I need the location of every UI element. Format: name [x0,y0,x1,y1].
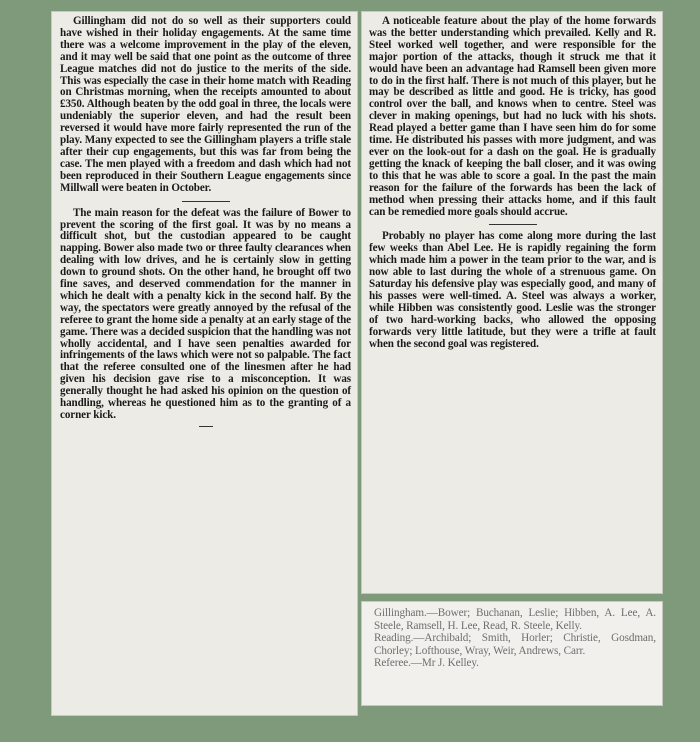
lineup-referee: Referee.—Mr J. Kelley. [374,657,479,670]
team-lineup-clipping [361,601,663,706]
lineup-reading: Reading.—Archibald; Smith, Horler; Christie, Gosdman, Chorley; Lofthouse, Wray, Weir, Andrews, Carr. [374,632,656,657]
article-column-right [361,11,663,594]
section-divider [489,224,537,225]
article-paragraph: Probably no player has come along more during the last few weeks than Abel Lee. He is rapidly regaining the form which made him a power in the team prior to the war, and is now able to last during the whole of a strenuous game. On Saturday his defensive play was especially good, and many of his passes were well-timed. A. Steel was always a worker, while Hibben was consistently good. Leslie was the stronger of two hard-working backs, who allowed the opposing forwards very little latitude, but they were a trifle at fault when the second goal was registered. [369,230,656,350]
article-paragraph: The main reason for the defeat was the failure of Bower to prevent the scoring of the first goal. It was by no means a difficult shot, but the custodian appeared to be caught napping. Bower also made two or three faulty clearances when dealing with low drives, and he is certainly slow in getting down to ground shots. On the other hand, he brought off two fine saves, and deserved commendation for the manner in which he dealt with a penalty kick in the second half. By the way, the spectators were greatly annoyed by the refusal of the referee to grant the home side a penalty at an early stage of the game. There was a decided suspicion that the handling was not wholly accidental, and I have seen penalties awarded for infringements of the laws which were not so palpable. The fact that the referee consulted one of the linesmen after he had given his decision gave rise to a misconception. It was generally thought he had asked his opinion on the question of handling, whereas he questioned him as to the granting of a corner kick. [60,206,351,421]
lineup-gillingham: Gillingham.—Bower; Buchanan, Leslie; Hibben, A. Lee, A. Steele, Ramsell, H. Lee, Read, R. Steele, Kelly. [374,607,656,632]
article-paragraph: Gillingham did not do so well as their supporters could have wished in their holiday engagements. At the same time there was a welcome improvement in the play of the eleven, and it may well be said that one point as the outcome of three League matches did not do justice to the merits of the side. This was especially the case in their home match with Reading on Christmas morning, when the receipts amounted to about £350. Although beaten by the odd goal in three, the locals were undeniably the superior eleven, and had the result been reversed it would have more fairly represented the run of the play. Many expected to see the Gillingham players a trifle stale after their cup engagements, but this was far from being the case. The men played with a freedom and dash which had not been reproduced in their Southern League engagements since Millwall were beaten in October. [60,15,351,194]
article-column-left [51,11,358,716]
article-paragraph: A noticeable feature about the play of the home forwards was the better understanding which prevailed. Kelly and R. Steel worked well together, and were responsible for the major portion of the attacks, though it struck me that it would have been an advantage had Ramsell been given more to do in the first half. There is not much of this player, but he may be described as little and good. He is tricky, has good control over the ball, and knows when to centre. Steel was clever in making openings, but had no luck with his shots. Read played a better game than I have seen him do for some time. He distributed his passes with more judgment, and was ever on the look-out for a dash on the goal. He is gradually getting the knack of keeping the ball closer, and it was owing to this that he was able to score a goal. In the past the main reason for the failure of the forwards has been the lack of method when pressing their attacks home, and if this fault can be remedied more goals should accrue. [369,15,656,218]
section-divider [199,426,213,427]
section-divider [182,201,230,202]
